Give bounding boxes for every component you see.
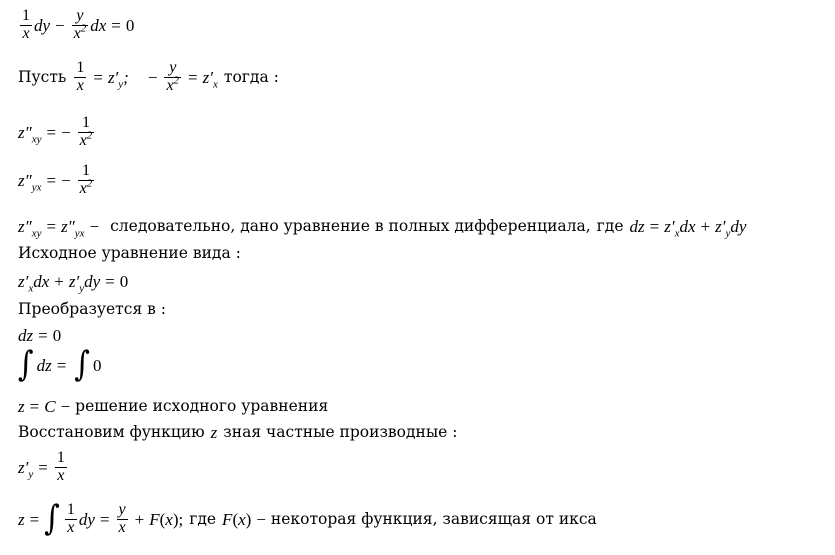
math-z: z (18, 397, 25, 416)
equals-sign: = (29, 397, 40, 416)
math-z: z (210, 423, 218, 442)
equation-zy (18, 450, 69, 485)
text-line-vosstanovim (18, 424, 458, 441)
minus-sign: − (55, 15, 65, 35)
equation-zxy (18, 115, 96, 150)
paren-open: ( (232, 509, 239, 529)
text-reshenie: решение исходного уравнения (75, 396, 329, 415)
text-togda: тогда : (223, 67, 279, 86)
equals-sign: = (111, 15, 121, 35)
dash-sign: − (60, 397, 71, 416)
math-z-second-xy: $z''_{xy}$ (18, 122, 42, 146)
equation-total-differential (18, 272, 129, 295)
equals-sign: = (99, 509, 110, 529)
math-zx-dx: $z'_xdx$ (664, 217, 696, 240)
integral-sign: ∫ (18, 344, 34, 385)
minus-sign: − (147, 67, 158, 87)
minus-sign: − (61, 170, 71, 190)
math-x: x (165, 509, 173, 529)
math-z-prime-y: $z'_y$ (18, 457, 34, 481)
text-vosstanovim: Восстановим функцию (18, 422, 205, 441)
fraction-1-over-x2: $\frac{1}{x^2}$ (79, 114, 93, 149)
fraction-y-over-x2: $\frac{y}{x^2}$ (166, 59, 180, 94)
fraction-1-over-x: $\frac{1}{x}$ (76, 59, 85, 94)
fraction-1-over-x: $\frac{1}{x}$ (66, 501, 75, 536)
math-zero: 0 (119, 272, 129, 291)
math-zx-dx: $z'_xdx$ (18, 272, 50, 295)
text-preobrazuetsya: Преобразуется в : (18, 300, 167, 318)
math-z-prime-x: $z'_x$ (202, 67, 218, 91)
equation-dz-zero (18, 327, 61, 344)
equals-sign: = (38, 326, 48, 345)
fraction-1-over-x: $\frac{1}{x}$ (56, 449, 65, 484)
equals-sign: = (105, 272, 115, 291)
plus-sign: + (134, 509, 145, 529)
math-c: C (44, 397, 56, 416)
fraction-y-over-x2: $\frac{y}{x^2}$ (73, 7, 87, 42)
equation-integral (18, 344, 102, 385)
equation-z-integral (18, 498, 597, 539)
equals-sign: = (56, 355, 67, 375)
paren-close: ) (245, 509, 252, 529)
math-zero: 0 (93, 355, 102, 375)
text-sledovatelno: следовательно, дано уравнение в полных дифференциала, (110, 216, 591, 235)
math-dy: dy (34, 15, 51, 35)
equation-original (18, 8, 134, 43)
paren-open: ( (159, 509, 166, 529)
text-line-preobrazuetsya (18, 302, 166, 318)
dash-sign: − (89, 217, 100, 236)
solution-line (18, 398, 328, 415)
math-z: z (18, 509, 25, 529)
math-x: x (238, 509, 246, 529)
fraction-1-over-x: $\frac{1}{x}$ (22, 7, 30, 42)
equals-sign: = (46, 217, 57, 236)
fraction-1-over-x2: $\frac{1}{x^2}$ (79, 162, 93, 197)
math-z-second-yx: $z''_{yx}$ (18, 170, 42, 194)
text-gde: где (596, 216, 624, 235)
text-znaya: зная частные производные : (223, 422, 458, 441)
equals-sign: = (93, 67, 103, 87)
plus-sign: + (54, 272, 64, 291)
conclusion-line (18, 216, 747, 240)
text-nekotoraya: некоторая функция, зависящая от икса (270, 509, 597, 528)
math-dx: dx (90, 15, 107, 35)
equals-sign: = (38, 457, 48, 477)
math-dy: dy (78, 509, 95, 529)
math-dz: dz (18, 326, 34, 345)
fraction-y-over-x: $\frac{y}{x}$ (118, 501, 126, 536)
text-gde2: где (189, 509, 217, 528)
equals-sign: = (649, 217, 660, 236)
math-dz: dz (629, 217, 645, 236)
equals-sign: = (188, 67, 198, 87)
math-z-second-yx: $z''_{yx}$ (61, 217, 85, 240)
paren-close: ); (172, 509, 184, 529)
math-zy-dy: $z'_ydy$ (68, 272, 101, 295)
integral-sign: ∫ (74, 344, 90, 385)
equals-sign: = (46, 170, 57, 190)
substitution-line (18, 60, 279, 95)
equals-sign: = (46, 122, 57, 142)
integral-sign: ∫ (44, 498, 60, 539)
math-zero: 0 (125, 15, 135, 35)
text-pust: Пусть (18, 67, 67, 86)
math-zy-dy: $z'_ydy$ (715, 217, 747, 240)
math-z-second-xy: $z''_{xy}$ (18, 217, 42, 240)
text-iskhodnoe-vida: Исходное уравнение вида : (18, 244, 241, 262)
math-dz: dz (36, 355, 52, 375)
minus-sign: − (61, 122, 71, 142)
math-z-prime-y: $z'_y$; (107, 67, 129, 91)
text-line-iskhodnoe (18, 246, 241, 262)
dash-sign: − (256, 509, 266, 529)
equation-zyx (18, 163, 96, 198)
math-fx: F (149, 509, 160, 529)
equals-sign: = (29, 509, 40, 529)
math-zero: 0 (52, 326, 62, 345)
plus-sign: + (700, 217, 711, 236)
math-fx: F (222, 509, 233, 529)
